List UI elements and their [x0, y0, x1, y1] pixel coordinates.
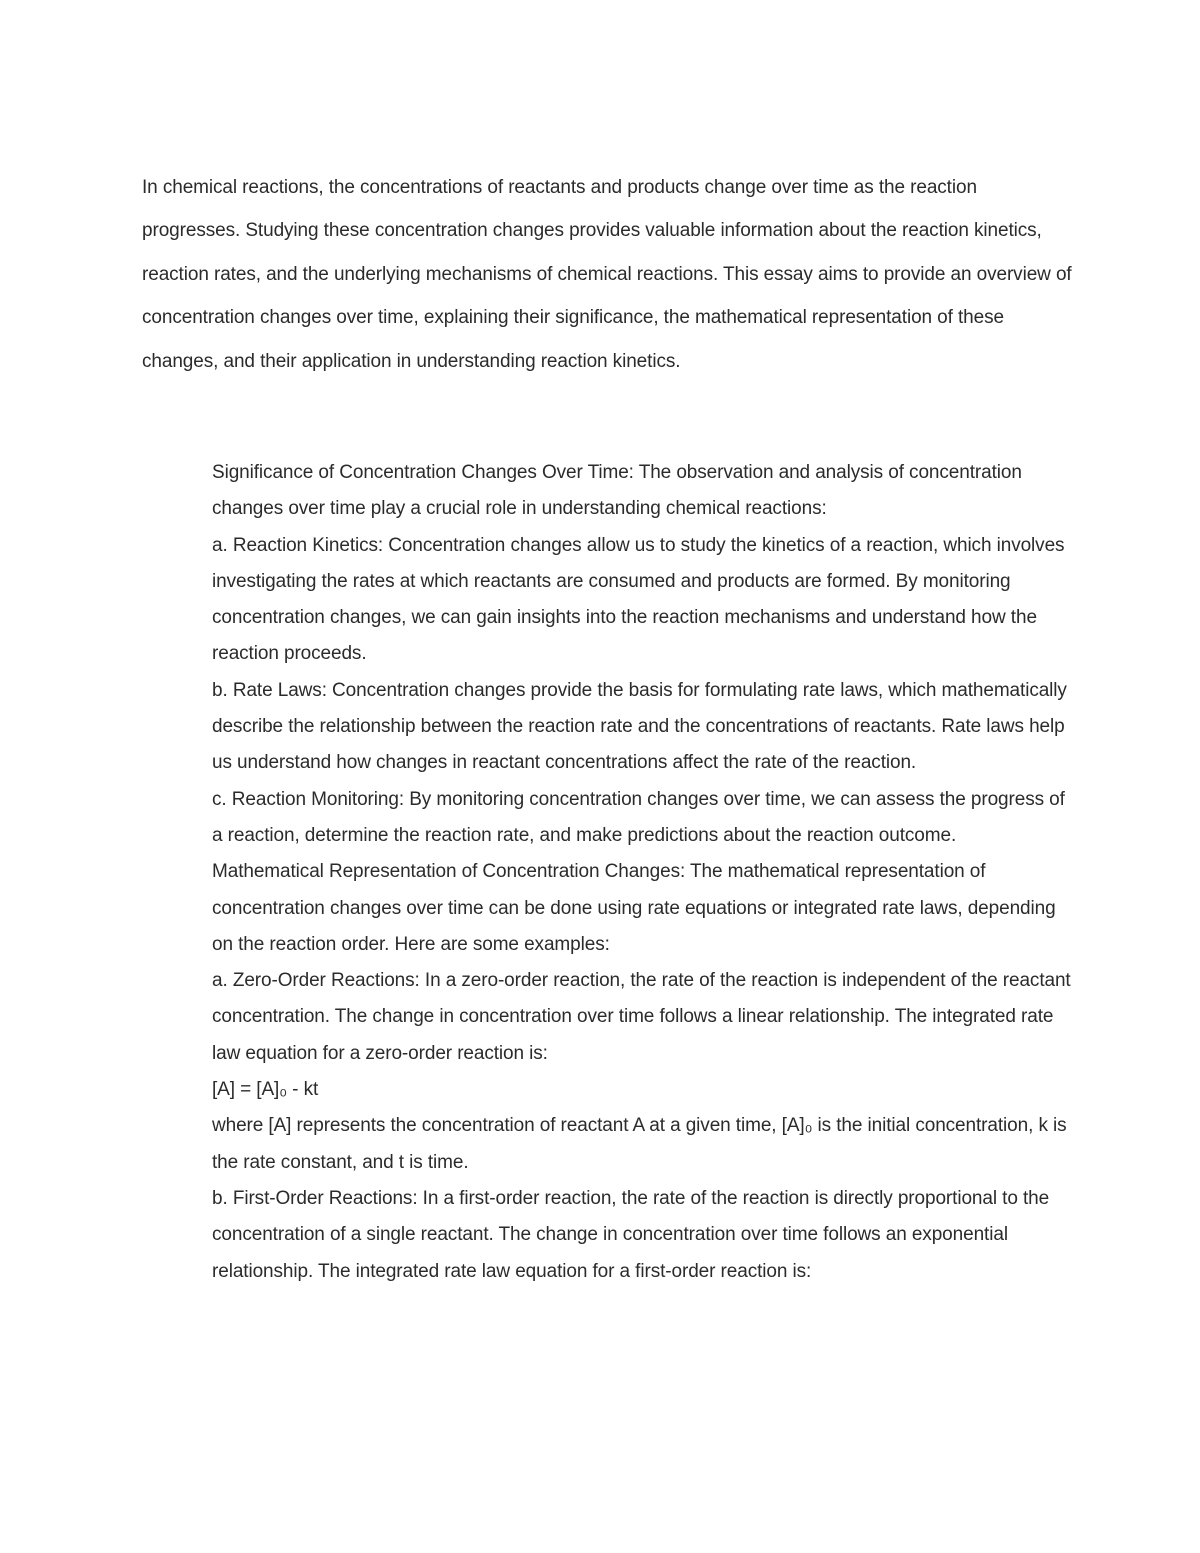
zero-order-item: a. Zero-Order Reactions: In a zero-order reaction, the rate of the reaction is independent of the reactant concentration. The change in concentration over time follows a linear relationship. The integrated rate law equation for a zero-order reaction is:	[212, 970, 1071, 1064]
math-representation-paragraph: Mathematical Representation of Concentration Changes: The mathematical representation of concentration changes over time can be done using rate equations or integrated rate laws, depending on the reaction order. Here are some examples:	[212, 861, 1056, 955]
reaction-kinetics-item: a. Reaction Kinetics: Concentration changes allow us to study the kinetics of a reaction, which involves investigating the rates at which reactants are consumed and products are formed. By monitoring concentration changes, we can gain insights into the reaction mechanisms and understand how the reaction proceeds.	[212, 534, 1065, 665]
significance-paragraph: Significance of Concentration Changes Over Time: The observation and analysis of concentration changes over time play a crucial role in understanding chemical reactions:	[212, 462, 1022, 520]
reaction-monitoring-item: c. Reaction Monitoring: By monitoring concentration changes over time, we can assess the progress of a reaction, determine the reaction rate, and make predictions about the reaction outcome.	[212, 788, 1065, 846]
intro-paragraph: In chemical reactions, the concentrations of reactants and products change over time as the reaction progresses. Studying these concentration changes provides valuable information about the reaction kinetics, reaction rates, and the underlying mechanisms of chemical reactions. This essay aims to provide an overview of concentration changes over time, explaining their significance, the mathematical representation of these changes, and their application in understanding reaction kinetics.	[142, 177, 1072, 372]
zero-order-equation: [A] = [A]₀ - kt	[212, 1079, 319, 1101]
first-order-item: b. First-Order Reactions: In a first-order reaction, the rate of the reaction is directly proportional to the concentration of a single reactant. The change in concentration over time follows an exponential relationship. The integrated rate law equation for a first-order reaction is:	[212, 1187, 1050, 1282]
body-section	[212, 455, 1072, 1290]
rate-laws-item: b. Rate Laws: Concentration changes provide the basis for formulating rate laws, which mathematically describe the relationship between the reaction rate and the concentrations of reactants. Rate laws help us understand how changes in reactant concentrations affect the rate of the reaction.	[212, 679, 1067, 774]
equation-explanation: where [A] represents the concentration of reactant A at a given time, [A]₀ is the initial concentration, k is the rate constant, and t is time.	[212, 1115, 1067, 1173]
